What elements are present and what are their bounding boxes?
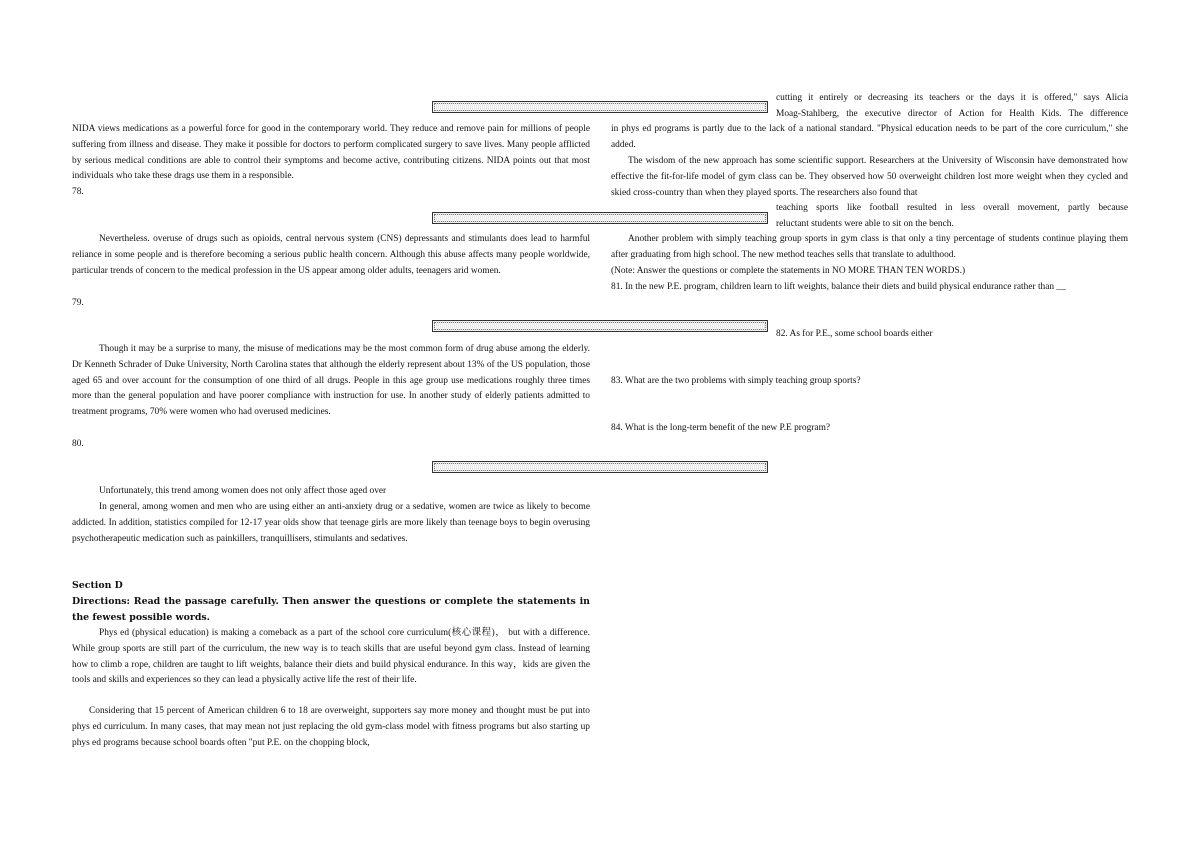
paragraph-nida: NIDA views medications as a powerful force for good in the contemporary world. They reduce and remove pain for millions of people suffering from illness and disease. They make it possible for doctors to perform complicated surgery to save lives. Many people afflicted by serious medical conditions are able to control their symptoms and become active, contributing citizens. NIDA points out that most individuals who take these drags use them in a responsible. xyxy=(72,124,590,182)
note-instructions: (Note: Answer the questions or complete the statements in NO MORE THAN TEN WORDS.) xyxy=(611,266,966,276)
question-number-80: 80. xyxy=(72,439,84,449)
question-84: 84. What is the long-term benefit of the new P.E program? xyxy=(611,423,831,433)
answer-box-78[interactable] xyxy=(432,212,768,224)
question-83: 83. What are the two problems with simply teaching group sports? xyxy=(611,376,861,386)
text-beside-box-2a: teaching sports like football resulted in less overall movement, partly because xyxy=(776,203,1128,213)
answer-box-77[interactable] xyxy=(432,101,768,113)
paragraph-though: Though it may be a surprise to many, the misuse of medications may be the most common form of drug abuse among the elderly. Dr Kenneth Schrader of Duke University, North Carolina states that although the elderly represent about 13% of the US population, those aged 65 and over account for the consumption of one third of all drugs. People in this age group use medications roughly three times more than the general population and have poorer compliance with instruction for use. In another study of elderly patients admitted to treatment programs, 70% were women who had overused medicines. xyxy=(72,344,590,418)
question-82: 82. As for P.E., some school boards either xyxy=(776,329,933,339)
text-beside-box-1b: Moag-Stahlberg, the executive director of Action for Health Kids. The difference xyxy=(776,109,1128,119)
paragraph-phys-ed: Phys ed (physical education) is making a comeback as a part of the school core curriculum(核心课程)， but with a difference. While group sports are still part of the curriculum, the new way is to teach skills that are useful beyond gym class. Instead of learning how to climb a rope, children are taught to lift weights, balance their diets and build physical endurance. In this way，kids are given the tools and skills and experiences so they can lead a physically active life the rest of their life. xyxy=(72,628,590,686)
paragraph-in-general: In general, among women and men who are using either an anti-anxiety drug or a sedative, women are twice as likely to become addicted. In addition, statistics compiled for 12-17 year olds show that teenage girls are more likely than teenage boys to begin overusing psychotherapeutic medication such as painkillers, tranquillisers, stimulants and sedatives. xyxy=(72,502,590,544)
paragraph-considering: Considering that 15 percent of American children 6 to 18 are overweight, supporters say more money and thought must be put into phys ed curriculum. In many cases, that may mean not just replacing the old gym-class model with fitness programs but also starting up phys ed programs because school boards often "put P.E. on the chopping block, xyxy=(72,706,590,748)
answer-box-79[interactable] xyxy=(432,320,768,332)
paragraph-another-problem: Another problem with simply teaching group sports in gym class is that only a tiny percentage of students continue playing them after graduating from high school. The new method teaches sells that translate to adulthood. xyxy=(611,234,1128,260)
section-directions: Directions: Read the passage carefully. Then answer the questions or complete the statements in the fewest possible words. xyxy=(72,596,590,623)
section-title: Section D xyxy=(72,580,123,591)
question-81: 81. In the new P.E. program, children learn to lift weights, balance their diets and build physical endurance rather than __ xyxy=(611,282,1066,292)
question-number-78: 78. xyxy=(72,187,84,197)
question-number-79: 79. xyxy=(72,298,84,308)
text-beside-box-1a: cutting it entirely or decreasing its teachers or the days it is offered," says Alicia xyxy=(776,93,1128,103)
paragraph-wisdom: The wisdom of the new approach has some scientific support. Researchers at the University of Wisconsin have demonstrated how effective the fit-for-life model of gym class can be. They observed how 50 overweight children lost more weight when they cycled and skied cross-country than when they played sports. The researchers also found that xyxy=(611,156,1128,198)
answer-box-80[interactable] xyxy=(432,461,768,473)
paragraph-nevertheless: Nevertheless. overuse of drugs such as opioids, central nervous system (CNS) depressants and stimulants does lead to harmful reliance in some people and is therefore becoming a serious public health concern. Although this abuse affects many people worldwide, particular trends of concern to the medical profession in the US appear among older adults, teenagers arid women. xyxy=(72,234,590,276)
paragraph-unfortunately: Unfortunately, this trend among women does not only affect those aged over xyxy=(99,486,387,496)
paragraph-difference: in phys ed programs is partly due to the lack of a national standard. "Physical education needs to be part of the core curriculum," she added. xyxy=(611,124,1128,150)
text-beside-box-2b: reluctant students were able to sit on the bench. xyxy=(776,219,954,229)
